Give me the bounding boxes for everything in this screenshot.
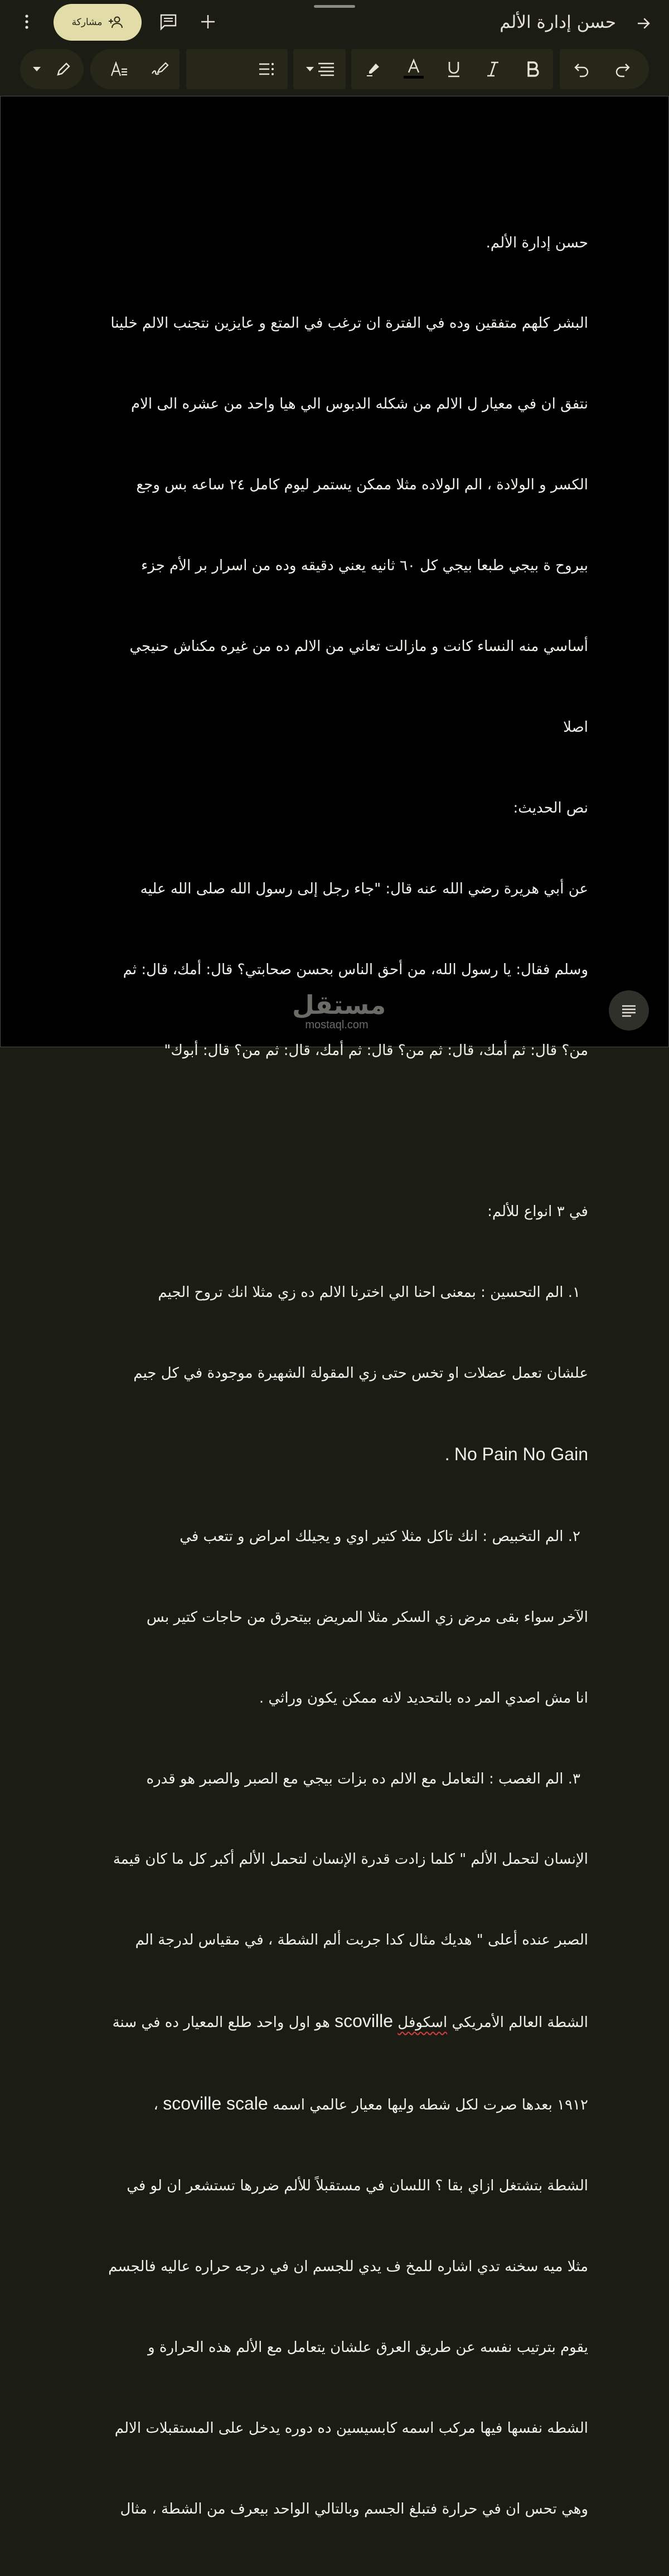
underline-button[interactable] [439,49,468,89]
text-style-button[interactable] [105,49,134,89]
spellcheck-word[interactable]: اسكوفل [397,2014,448,2031]
handwriting-icon [151,61,169,77]
arrow-forward-icon [635,15,652,32]
bold-button[interactable] [518,49,547,89]
highlighter-icon [366,61,381,77]
mostaql-watermark [292,990,386,1031]
doc-line: الإنسان لتحمل الألم " كلما زادت قدرة الإنسان لتحمل الألم أكبر كل ما كان قيمة [113,1851,588,1868]
scoville-scale-text: scoville scale [163,2093,268,2114]
doc-line: ٢. الم التخبيص : انك تاكل مثلا كتير اوي و يجيلك امراض و تتعب في [180,1528,580,1545]
doc-line: نص الحديث: [513,799,588,816]
bold-icon [527,61,539,77]
text-style-icon [110,61,128,77]
more-vert-icon [25,14,29,29]
redo-button[interactable] [608,49,637,89]
doc-fragment: هو اول واحد طلع المعيار ده في سنة [112,2014,330,2031]
undo-button[interactable] [568,49,597,89]
pencil-icon [56,61,71,77]
doc-line: ١. الم التحسين : بمعنى احنا الي اخترنا الالم ده زي مثلا انك تروح الجيم [158,1284,580,1301]
add-button[interactable] [193,7,222,36]
underline-icon [447,61,461,77]
doc-line: وهي تحس ان في حرارة فتبلغ الجسم وبالتالي الواحد بيعرف من الشطة ، مثال [120,2500,588,2517]
outline-list-icon [621,1004,637,1017]
back-button[interactable] [629,9,658,38]
doc-line: عن أبي هريرة رضي الله عنه قال: "جاء رجل إلى رسول الله صلى الله عليه [140,880,588,897]
doc-line: انا مش اصدي المر ده بالتحديد لانه ممكن يكون وراثي . [259,1689,588,1707]
doc-line: الشطه نفسها فيها مركب اسمه كابسيسين ده دوره يدخل على المستقبلات الالم [114,2419,588,2437]
doc-line: بيروح ة بيجي طبعا بيجي كل ٦٠ ثانيه يعني دقيقه وده من اسرار بر الأم جزء [141,557,588,575]
undo-icon [574,62,590,76]
doc-line: مثلا ميه سخنه تدي اشاره للمخ ف يدي للجسم ان في درجه حراره عاليه فالجسم [108,2258,588,2275]
dropdown-arrow-icon [33,67,41,71]
document-body[interactable] [80,176,588,2576]
doc-line: اصلا [563,718,588,736]
doc-line [80,2008,588,2036]
pen-button[interactable] [49,49,78,89]
comment-icon [159,13,177,30]
highlighter-button[interactable] [359,49,388,89]
plus-icon [200,14,216,30]
text-color-button[interactable] [399,49,428,89]
align-icon [306,62,335,76]
share-button[interactable] [54,4,142,41]
redo-icon [614,62,630,76]
text-color-icon [404,59,424,79]
drag-handle[interactable] [314,5,355,8]
doc-line: في ٣ انواع للألم: [487,1203,588,1221]
add-person-icon [109,16,123,28]
doc-fragment: ، [153,2097,158,2114]
doc-line [80,1441,588,1469]
pen-dropdown-button[interactable] [26,49,48,89]
document-title[interactable]: حسن إدارة الألم [500,12,616,32]
outline-fab[interactable] [609,990,649,1031]
watermark-logo: مستقل [292,990,386,1020]
comment-button[interactable] [154,7,183,36]
doc-line [80,2090,588,2118]
doc-line: وسلم فقال: يا رسول الله، من أحق الناس بحسن صحابتي؟ قال: أمك، قال: ثم [123,961,588,978]
doc-line: البشر كلهم متفقين وده في الفترة ان ترغب في المتع و عايزين نتجنب الالم خلينا [110,315,588,332]
doc-line: علشان تعمل عضلات او تخس حتى زي المقولة الشهيرة موجودة في كل جيم [133,1365,588,1382]
watermark-url: mostaql.com [305,1019,369,1031]
doc-blank-line [80,1117,588,1144]
doc-fragment: الشطة العالم الأمريكي [452,2014,588,2031]
align-button[interactable] [301,49,340,89]
doc-fragment: ١٩١٢ بعدها صرت لكل شطه وليها معيار عالمي اسمه [272,2097,588,2114]
doc-line: حسن إدارة الألم. [486,234,588,251]
handwriting-button[interactable] [146,49,174,89]
doc-line: الشطة بتشتغل ازاي بقا ؟ اللسان في مستقبلاً للألم ضررها تستشعر ان لو في [127,2177,588,2194]
doc-line: الصبر عنده أعلى " هديك مثال كدا جربت ألم الشطة ، في مقياس لدرجة الم [135,1932,588,1949]
share-label: مشاركة [71,17,103,28]
document-page[interactable] [0,96,669,2517]
doc-line: ٣. الم الغصب : التعامل مع الالم ده بزات بيجي مع الصبر والصبر هو قدره [146,1770,580,1787]
scoville-text: scoville [334,2011,393,2031]
list-icon [258,62,275,76]
doc-line: نتفق ان في معيار ل الالم من شكله الدبوس الي هيا واحد من عشره الى الام [130,396,588,413]
doc-line: من؟ قال: ثم أمك، قال: ثم من؟ قال: ثم أمك، قال: ثم من؟ قال: أبوك" [164,1042,588,1059]
doc-line: الكسر و الولادة ، الم الولاده مثلا ممكن يستمر ليوم كامل ٢٤ ساعه بس وجع [136,477,588,494]
no-pain-no-gain-text: No Pain No Gain [454,1443,588,1464]
doc-line: يقوم بترتيب نفسه عن طريق العرق علشان يتعامل مع الألم هذه الحرارة و [148,2339,588,2356]
italic-button[interactable] [478,49,507,89]
list-button[interactable] [252,49,281,89]
doc-line: أساسي منه النساء كانت و مازالت تعاني من الالم ده من غيره مكناش حنيجي [129,638,588,655]
no-pain-dot: . [444,1443,450,1464]
doc-line: الآخر سواء بقى مرض زي السكر مثلا المريض بيتحرق من حاجات كتير بس [146,1608,588,1626]
more-options-button[interactable] [12,7,41,36]
italic-icon [486,61,500,77]
